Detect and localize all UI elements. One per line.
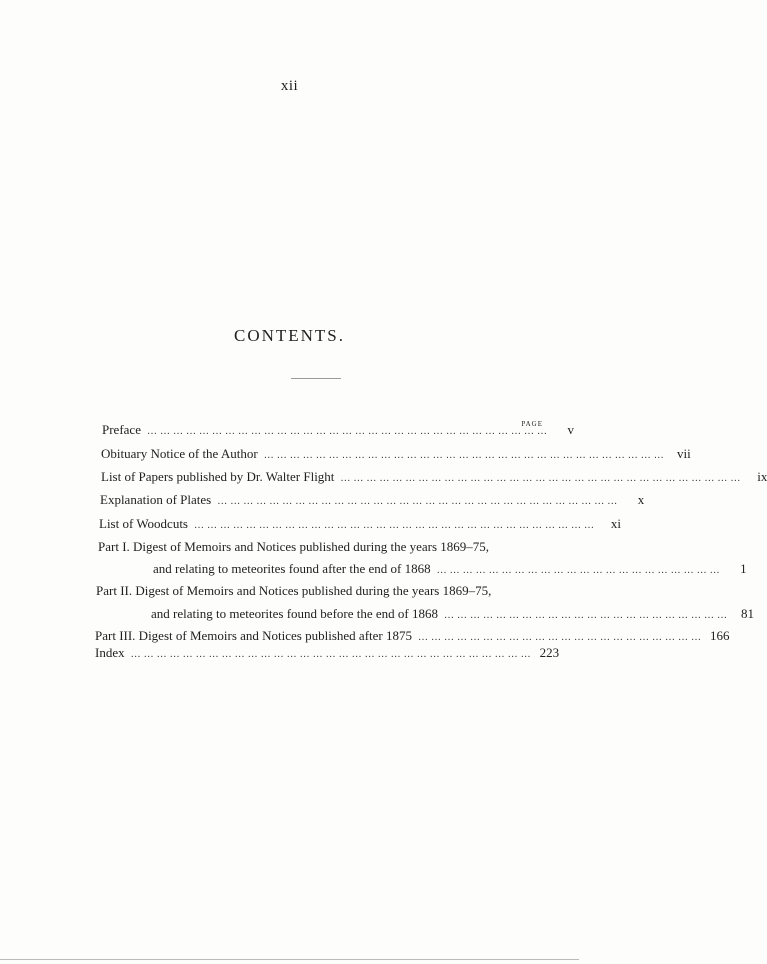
- toc-entry-label: Explanation of Plates: [100, 492, 212, 507]
- toc-entry-page: 1: [740, 561, 747, 576]
- leader-dots: …………………………………………………………………………………: [194, 520, 597, 531]
- toc-entry-label: Index: [95, 645, 125, 660]
- toc-entry-part-2-line-2: [151, 606, 754, 622]
- page-edge-line: [0, 959, 579, 960]
- page-title: CONTENTS.: [233, 326, 346, 345]
- leader-dots: …………………………………………………………: [436, 565, 723, 576]
- toc-entry-page: v: [567, 422, 574, 437]
- toc-entry-part-1-line-1: Part I. Digest of Memoirs and Notices published during the years 1869–75,: [98, 539, 490, 554]
- page-column-label: PAGE: [521, 420, 543, 428]
- toc-entry-part-3: [95, 628, 730, 644]
- toc-entry-label: Obituary Notice of the Author: [101, 446, 258, 461]
- toc-entry-woodcuts: [99, 516, 621, 532]
- leader-dots: …………………………………………………………………………………: [130, 649, 534, 660]
- toc-entry-page: x: [637, 492, 645, 507]
- toc-entry-page: xi: [610, 516, 621, 531]
- page-number: xii: [280, 78, 299, 94]
- toc-entry-part-2-line-1: Part II. Digest of Memoirs and Notices published during the years 1869–75,: [96, 583, 492, 598]
- toc-entry-page: 81: [741, 606, 754, 621]
- toc-entry-index: [95, 645, 560, 661]
- leader-dots: …………………………………………………………: [417, 632, 704, 643]
- toc-entry-label: List of Papers published by Dr. Walter Flight: [101, 469, 335, 484]
- toc-entry-preface: [102, 422, 574, 438]
- toc-entry-label: and relating to meteorites found after the end of 1868: [153, 561, 431, 576]
- toc-entry-list-of-papers: [101, 469, 767, 485]
- toc-entry-page: 223: [539, 645, 560, 660]
- leader-dots: …………………………………………………………………………………: [146, 426, 550, 437]
- toc-entry-obituary: [101, 446, 691, 462]
- toc-entry-plates: [100, 492, 645, 508]
- leader-dots: …………………………………………………………………………………: [263, 450, 667, 461]
- toc-entry-page: vii: [676, 446, 691, 461]
- toc-entry-label: Preface: [102, 422, 141, 437]
- toc-entry-page: 166: [709, 628, 730, 643]
- leader-dots: …………………………………………………………: [444, 610, 730, 621]
- toc-entry-label: and relating to meteorites found before the end of 1868: [151, 606, 438, 621]
- toc-entry-part-1-line-2: [153, 561, 747, 577]
- toc-entry-label: Part III. Digest of Memoirs and Notices published after 1875: [95, 628, 412, 643]
- leader-dots: …………………………………………………………………………………: [217, 496, 621, 507]
- leader-dots: …………………………………………………………………………………: [340, 473, 744, 484]
- toc-entry-label: List of Woodcuts: [99, 516, 188, 531]
- toc-entry-page: ix: [757, 469, 767, 484]
